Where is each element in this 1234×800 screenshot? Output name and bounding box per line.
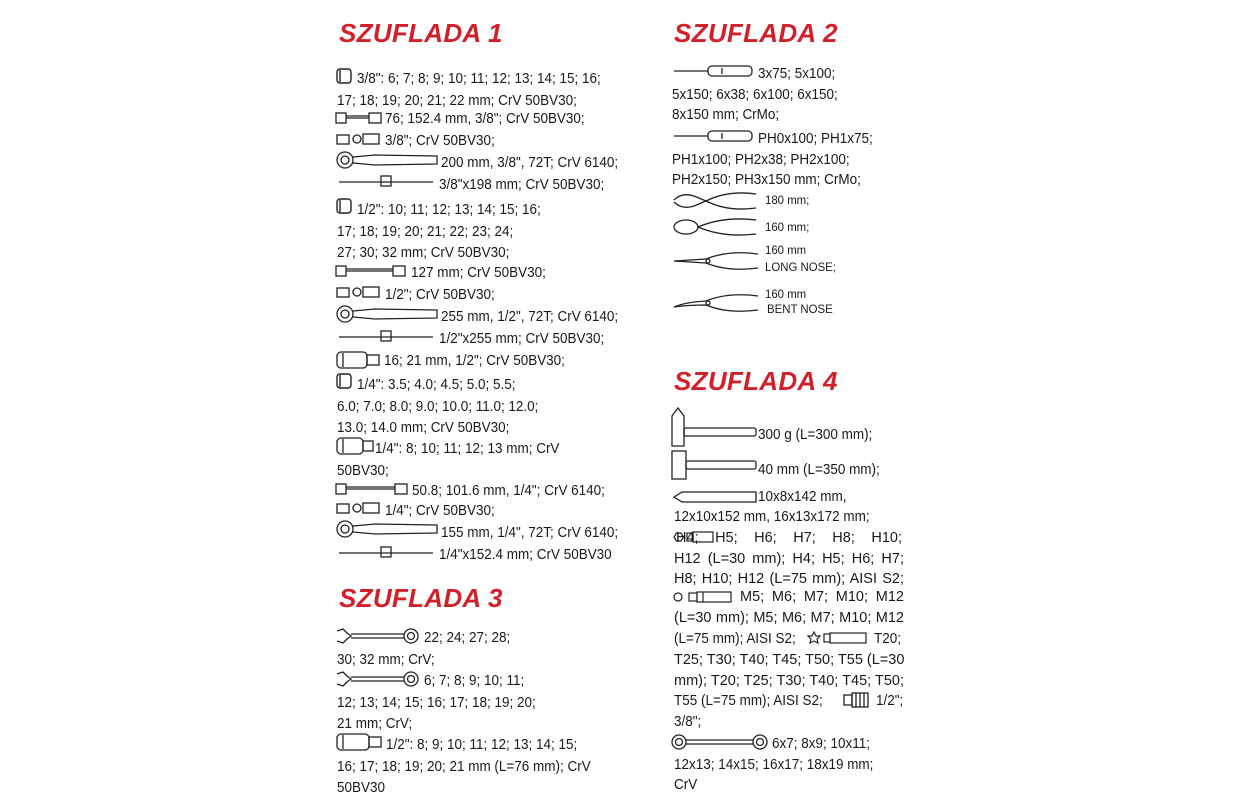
s1-line-02: 17; 18; 19; 20; 21; 22 mm; CrV 50BV30; xyxy=(337,93,577,109)
s2-line-08: 160 mm; xyxy=(765,220,810,234)
s4-line-02: 40 mm (L=350 mm); xyxy=(758,462,880,478)
s3-line-02: 30; 32 mm; CrV; xyxy=(337,652,435,668)
s2-line-02: 5x150; 6x38; 6x100; 6x150; xyxy=(672,87,838,103)
s1-line-20: 50.8; 101.6 mm, 1/4"; CrV 6140; xyxy=(412,483,605,499)
s1-line-11: 1/2"; CrV 50BV30; xyxy=(385,287,495,303)
s3-line-06: 1/2": 8; 9; 10; 11; 12; 13; 14; 15; xyxy=(386,737,578,753)
s4-line-08: M5; M6; M7; M10; M12 xyxy=(740,589,904,605)
s1-line-06: 3/8"x198 mm; CrV 50BV30; xyxy=(439,177,605,193)
s3-line-01: 22; 24; 27; 28; xyxy=(424,630,511,646)
s2-line-05: PH1x100; PH2x38; PH2x100; xyxy=(672,152,850,168)
s1-line-22: 155 mm, 1/4", 72T; CrV 6140; xyxy=(441,525,619,541)
socket-icon xyxy=(335,197,353,215)
adapter-icon xyxy=(842,691,872,709)
s1-line-23: 1/4"x152.4 mm; CrV 50BV30 xyxy=(439,547,612,563)
sledge-hammer-icon xyxy=(670,449,758,481)
s1-line-10: 127 mm; CrV 50BV30; xyxy=(411,265,546,281)
ring-wrench-icon xyxy=(670,733,770,751)
s3-line-08: 50BV30 xyxy=(337,780,385,796)
s1-line-15: 1/4": 3.5; 4.0; 4.5; 5.0; 5.5; xyxy=(357,377,516,393)
s1-line-12: 255 mm, 1/2", 72T; CrV 6140; xyxy=(441,309,619,325)
s4-line-11: T20; xyxy=(874,631,901,647)
combination-pliers-icon xyxy=(672,188,758,214)
s2-line-11: 160 mm xyxy=(765,287,807,301)
s2-line-01: 3x75; 5x100; xyxy=(758,66,836,82)
s4-line-15: 1/2"; xyxy=(876,693,904,709)
t-bar-icon xyxy=(337,329,435,343)
extension-bar-icon xyxy=(335,264,407,278)
s4-line-12: T25; T30; T40; T45; T50; T55 (L=30 xyxy=(674,652,905,668)
universal-joint-icon xyxy=(335,131,383,147)
szuflada-3-heading: SZUFLADA 3 xyxy=(339,583,503,613)
s1-line-17: 13.0; 14.0 mm; CrV 50BV30; xyxy=(337,420,510,436)
extension-bar-icon xyxy=(335,482,409,496)
phillips-screwdriver-icon xyxy=(672,128,756,144)
s1-line-21: 1/4"; CrV 50BV30; xyxy=(385,503,495,519)
s1-line-19: 50BV30; xyxy=(337,463,389,479)
s4-line-10: (L=75 mm); AISI S2; xyxy=(674,631,796,647)
ratchet-icon xyxy=(335,519,439,539)
torx-bit-socket-icon xyxy=(806,630,868,646)
t-bar-icon xyxy=(337,545,435,559)
s4-line-16: 3/8"; xyxy=(674,714,702,730)
bent-nose-pliers-icon xyxy=(672,290,760,316)
s4-line-07: H8; H10; H12 (L=75 mm); AISI S2; xyxy=(674,571,904,587)
s3-line-05: 21 mm; CrV; xyxy=(337,716,413,732)
s1-line-05: 200 mm, 3/8", 72T; CrV 6140; xyxy=(441,155,619,171)
s4-line-19: CrV xyxy=(674,777,698,793)
s1-line-08: 17; 18; 19; 20; 21; 22; 23; 24; xyxy=(337,224,514,240)
s4-line-01: 300 g (L=300 mm); xyxy=(758,427,873,443)
s3-line-07: 16; 17; 18; 19; 20; 21 mm (L=76 mm); CrV xyxy=(337,759,591,775)
s4-line-09: (L=30 mm); M5; M6; M7; M10; M12 xyxy=(674,610,904,626)
s2-line-04: PH0x100; PH1x75; xyxy=(758,131,873,147)
t-bar-icon xyxy=(337,174,435,188)
universal-joint-icon xyxy=(335,500,383,516)
diagonal-cutter-icon xyxy=(672,214,758,240)
ratchet-icon xyxy=(335,150,439,170)
s1-line-13: 1/2"x255 mm; CrV 50BV30; xyxy=(439,331,605,347)
szuflada-1-heading: SZUFLADA 1 xyxy=(339,18,503,48)
s4-line-04: 12x10x152 mm, 16x13x172 mm; xyxy=(674,509,870,525)
s2-line-03: 8x150 mm; CrMo; xyxy=(672,107,780,123)
flat-screwdriver-icon xyxy=(672,63,756,79)
s1-line-04: 3/8"; CrV 50BV30; xyxy=(385,133,495,149)
s3-line-04: 12; 13; 14; 15; 16; 17; 18; 19; 20; xyxy=(337,695,536,711)
extension-bar-icon xyxy=(335,111,383,125)
s1-line-07: 1/2": 10; 11; 12; 13; 14; 15; 16; xyxy=(357,202,541,218)
machinist-hammer-icon xyxy=(668,406,758,448)
szuflada-2-heading: SZUFLADA 2 xyxy=(674,18,838,48)
spark-plug-socket-icon xyxy=(335,350,381,370)
s2-line-06: PH2x150; PH3x150 mm; CrMo; xyxy=(672,172,861,188)
s1-line-14: 16; 21 mm, 1/2"; CrV 50BV30; xyxy=(384,353,565,369)
s1-line-09: 27; 30; 32 mm; CrV 50BV30; xyxy=(337,245,510,261)
s4-line-06: H12 (L=30 mm); H4; H5; H6; H7; xyxy=(674,551,904,567)
s2-line-12: BENT NOSE xyxy=(767,302,833,316)
s2-line-09: 160 mm xyxy=(765,243,807,257)
s4-line-18: 12x13; 14x15; 16x17; 18x19 mm; xyxy=(674,757,874,773)
deep-socket-icon xyxy=(335,436,375,456)
s4-line-13: mm); T20; T25; T30; T40; T45; T50; xyxy=(674,673,904,689)
deep-socket-icon xyxy=(335,732,383,752)
s3-line-03: 6; 7; 8; 9; 10; 11; xyxy=(424,673,525,689)
s1-line-16: 6.0; 7.0; 8.0; 9.0; 10.0; 11.0; 12.0; xyxy=(337,399,539,415)
s4-line-14: T55 (L=75 mm); AISI S2; xyxy=(674,693,823,709)
s4-line-17: 6x7; 8x9; 10x11; xyxy=(772,736,870,752)
s2-line-10: LONG NOSE; xyxy=(765,260,836,274)
combination-wrench-icon xyxy=(335,627,421,645)
s4-line-03: 10x8x142 mm, xyxy=(758,489,847,505)
long-nose-pliers-icon xyxy=(672,248,760,274)
chisel-icon xyxy=(672,490,758,504)
szuflada-4-heading: SZUFLADA 4 xyxy=(674,366,838,396)
spline-bit-socket-icon xyxy=(671,590,735,604)
s4-line-05: H4; H5; H6; H7; H8; H10; xyxy=(676,530,902,546)
socket-icon xyxy=(335,372,353,390)
s1-line-18: 1/4": 8; 10; 11; 12; 13 mm; CrV xyxy=(375,441,560,457)
s2-line-07: 180 mm; xyxy=(765,193,810,207)
socket-icon xyxy=(335,67,353,85)
combination-wrench-icon xyxy=(335,670,421,688)
s1-line-01: 3/8": 6; 7; 8; 9; 10; 11; 12; 13; 14; 15; 16; xyxy=(357,71,601,87)
universal-joint-icon xyxy=(335,284,383,300)
s1-line-03: 76; 152.4 mm, 3/8"; CrV 50BV30; xyxy=(385,111,585,127)
ratchet-icon xyxy=(335,304,439,324)
